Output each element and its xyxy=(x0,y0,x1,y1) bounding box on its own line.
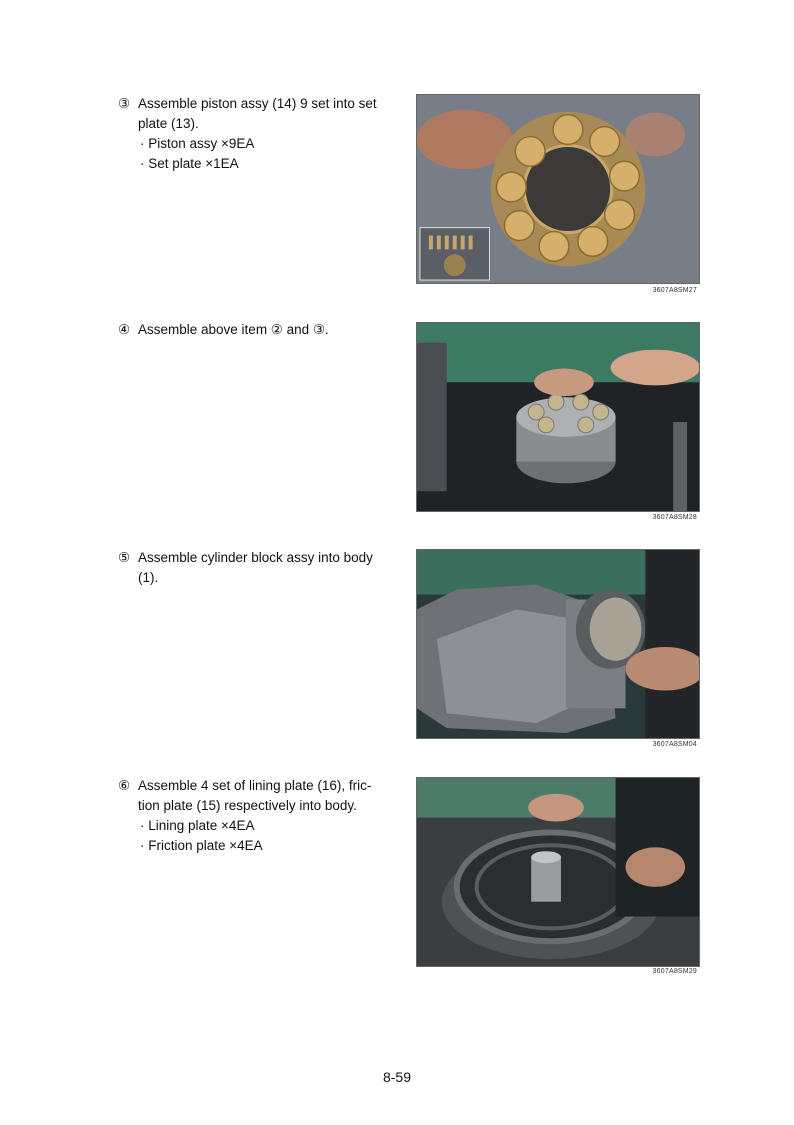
step-number: ④ xyxy=(118,322,131,337)
step-line: Assemble above item ② and ③. xyxy=(138,322,329,337)
list-item: · Set plate ×1EA xyxy=(140,156,239,171)
photo-code: 3607A8SM28 xyxy=(652,514,697,521)
step-4-text xyxy=(118,320,380,340)
photo-code: 3607A8SM27 xyxy=(652,287,697,294)
step-6-text xyxy=(118,776,380,856)
list-item: · Piston assy ×9EA xyxy=(140,136,255,151)
step-line: Assemble cylinder block assy into body xyxy=(138,550,373,565)
page-number: 8-59 xyxy=(382,1069,412,1085)
step-number: ⑤ xyxy=(118,550,131,565)
step-number: ③ xyxy=(118,96,131,111)
step-5-text xyxy=(118,548,380,588)
photo-code: 3607A8SM29 xyxy=(652,968,697,975)
step-line: plate (13). xyxy=(138,116,199,131)
step-line: tion plate (15) respectively into body. xyxy=(138,798,357,813)
list-item: · Lining plate ×4EA xyxy=(140,818,255,833)
photo-cylinder-block-body xyxy=(416,549,700,739)
photo-assembly-items xyxy=(416,322,700,512)
photo-lining-friction-plates xyxy=(416,777,700,967)
step-line: Assemble piston assy (14) 9 set into set xyxy=(138,96,377,111)
step-number: ⑥ xyxy=(118,778,131,793)
step-line: Assemble 4 set of lining plate (16), fric- xyxy=(138,778,372,793)
photo-code: 3607A8SM04 xyxy=(652,741,697,748)
list-item: · Friction plate ×4EA xyxy=(140,838,263,853)
step-3-text xyxy=(118,94,380,174)
step-line: (1). xyxy=(138,570,159,585)
photo-piston-set-plate xyxy=(416,94,700,284)
